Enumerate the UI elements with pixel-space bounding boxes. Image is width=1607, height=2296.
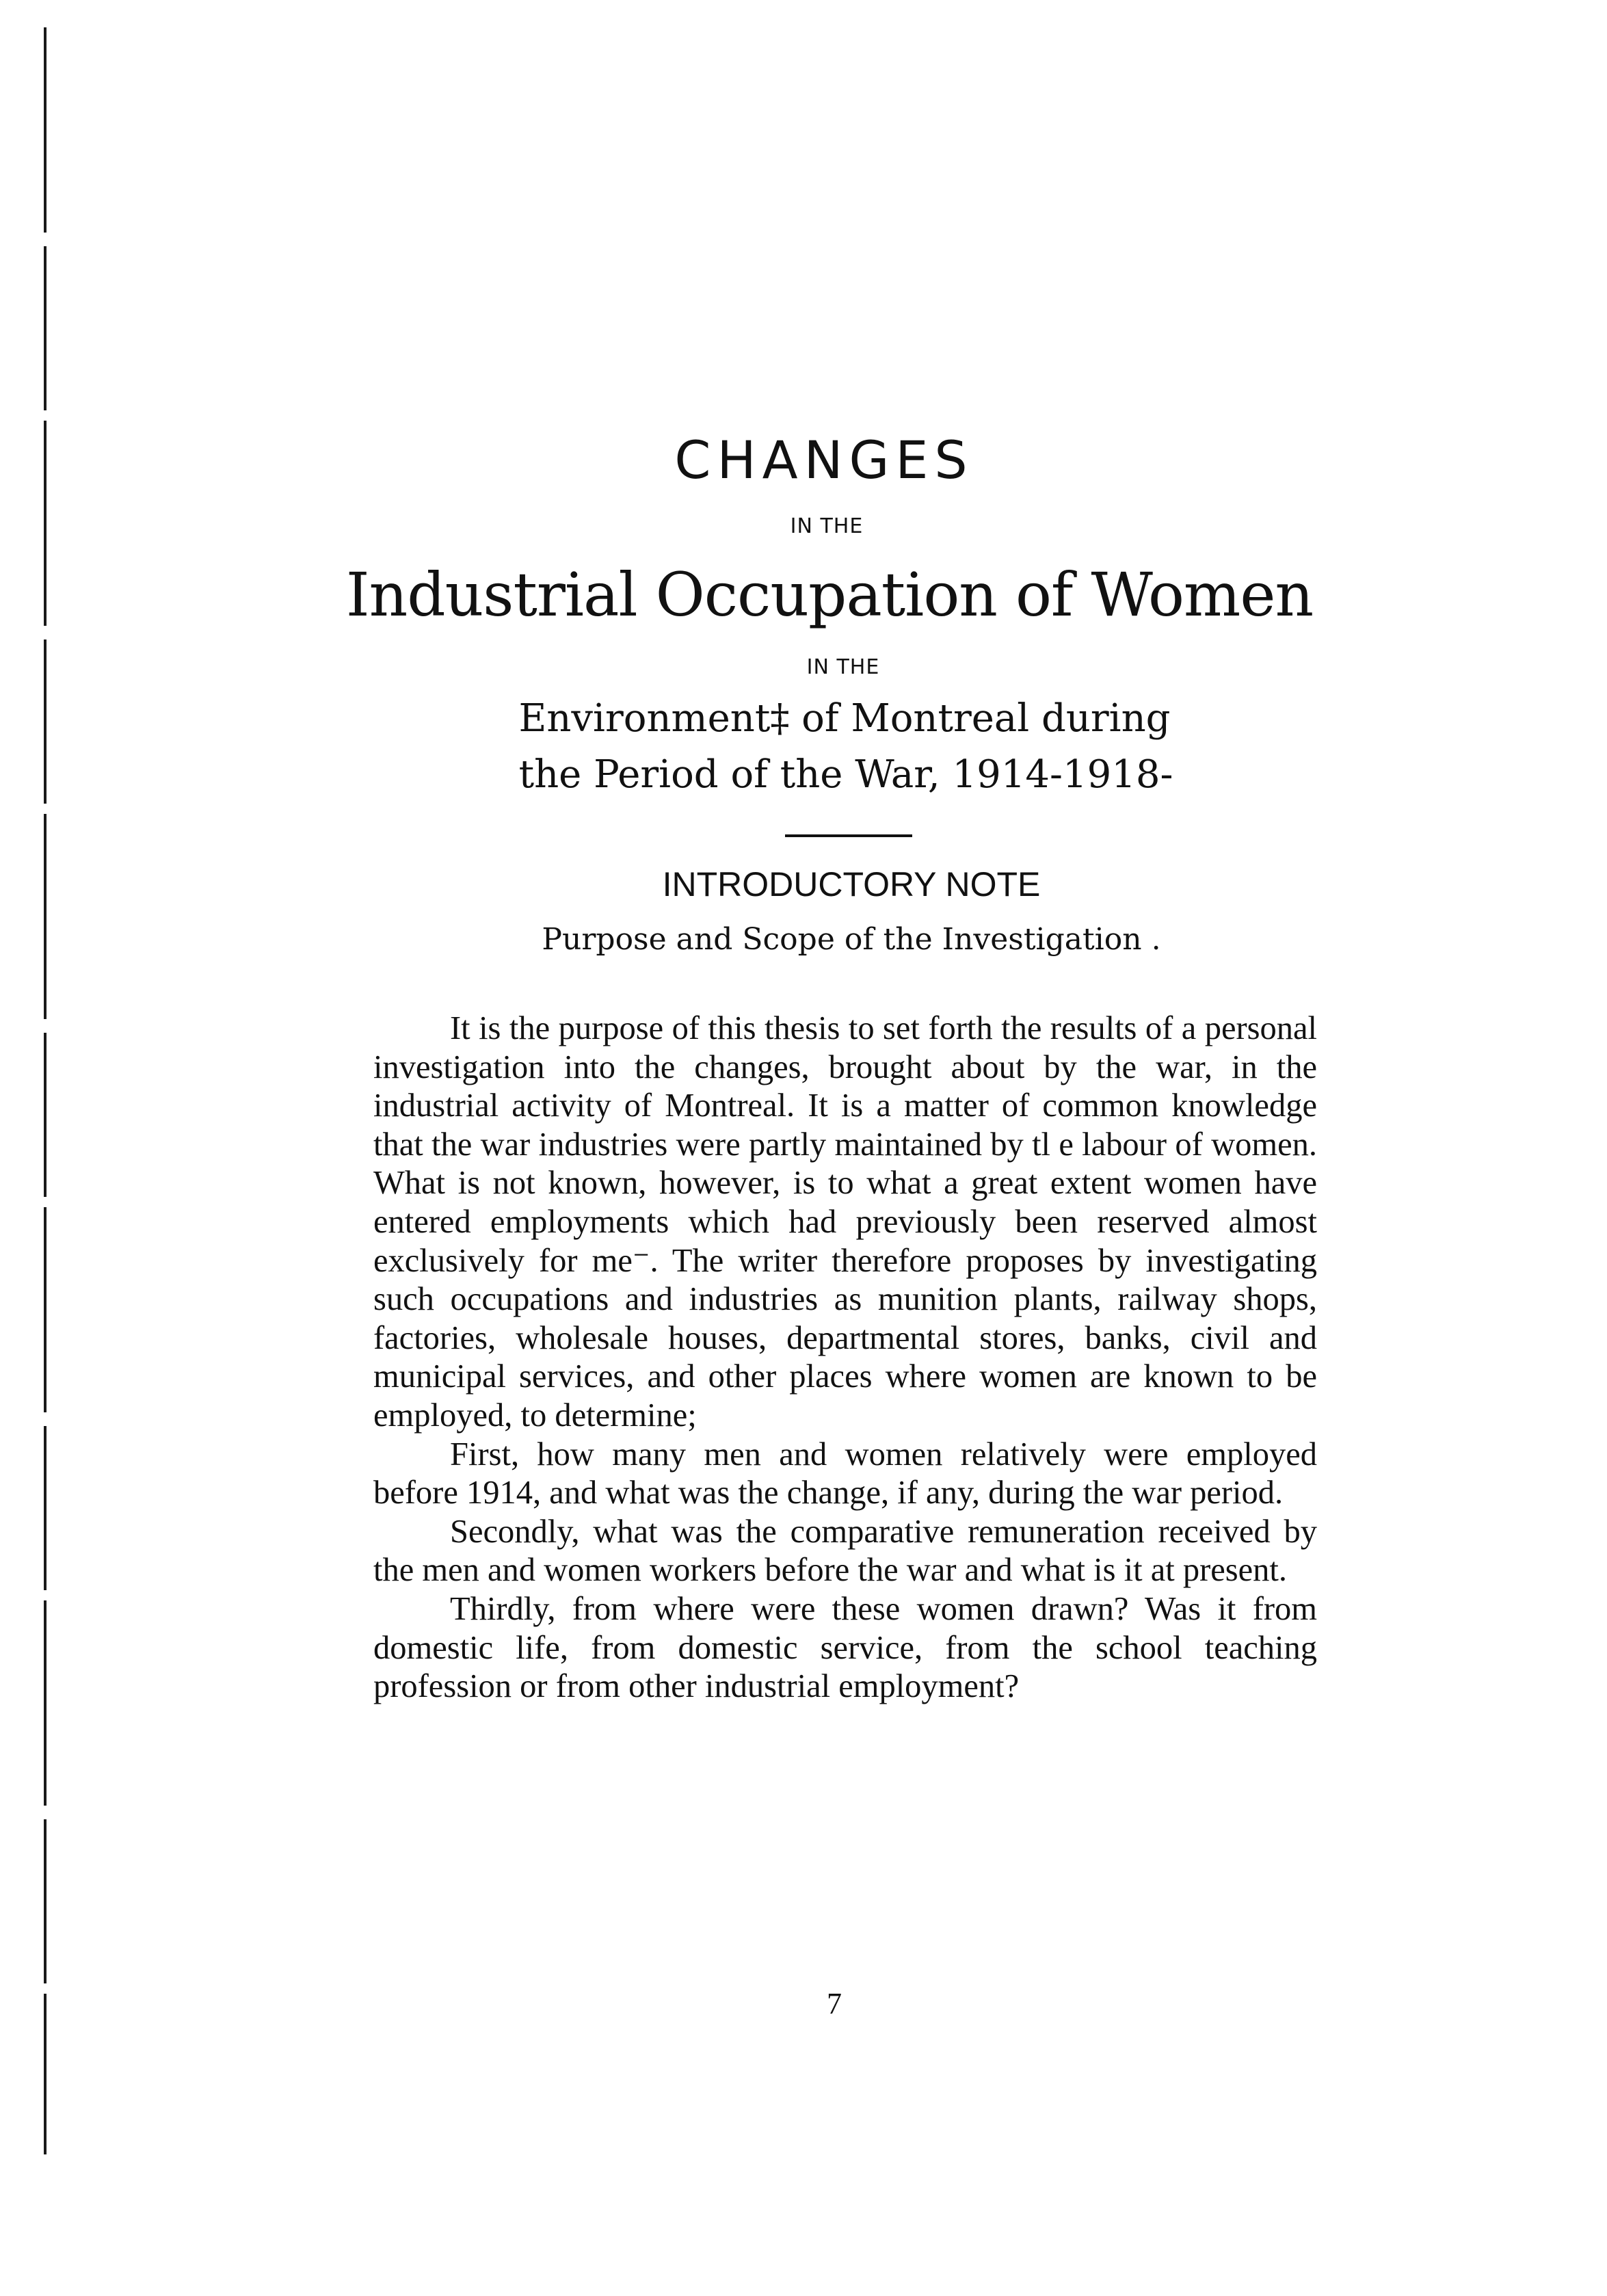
title-in-the-second: IN THE xyxy=(806,655,880,679)
section-heading: INTRODUCTORY NOTE xyxy=(662,865,1041,903)
subtitle-line-2: the Period of the War, 1914-1918- xyxy=(518,752,1173,797)
body-text xyxy=(373,1010,1317,1706)
paragraph-secondly: Secondly, what was the comparative remuneration received by the men and women workers before the war and what is it at present. xyxy=(373,1513,1317,1589)
paragraph-first: First, how many men and women relatively were employed before 1914, and what was the change, if any, during the war period. xyxy=(373,1436,1317,1512)
paragraph-purpose: It is the purpose of this thesis to set forth the results of a personal investigation into the changes, brought about by the war, in the industrial activity of Montreal. It is a matter of common knowledge that the war industries were partly maintained by tl e labour of women. What is not known, however, is to what a great extent women have entered employments which had previously been reserved almost exclusively for me⁻. The writer therefore proposes by investigating such occupations and industries as munition plants, railway shops, factories, wholesale houses, departmental stores, banks, civil and municipal services, and other places where women are known to be employed, to determine; xyxy=(373,1010,1317,1434)
title-divider xyxy=(785,834,912,837)
paragraph-thirdly: Thirdly, from where were these women drawn? Was it from domestic life, from domestic service, from the school teaching profession or from other industrial employment? xyxy=(373,1590,1317,1705)
section-subheading: Purpose and Scope of the Investigation . xyxy=(542,922,1161,957)
title-in-the-first: IN THE xyxy=(790,514,864,538)
title-changes: CHANGES xyxy=(674,430,974,490)
page-number: 7 xyxy=(827,1987,842,2020)
scan-margin-line xyxy=(44,27,47,2154)
main-title: Industrial Occupation of Women xyxy=(345,559,1314,630)
subtitle-line-1: Environment‡ of Montreal during xyxy=(518,696,1171,741)
